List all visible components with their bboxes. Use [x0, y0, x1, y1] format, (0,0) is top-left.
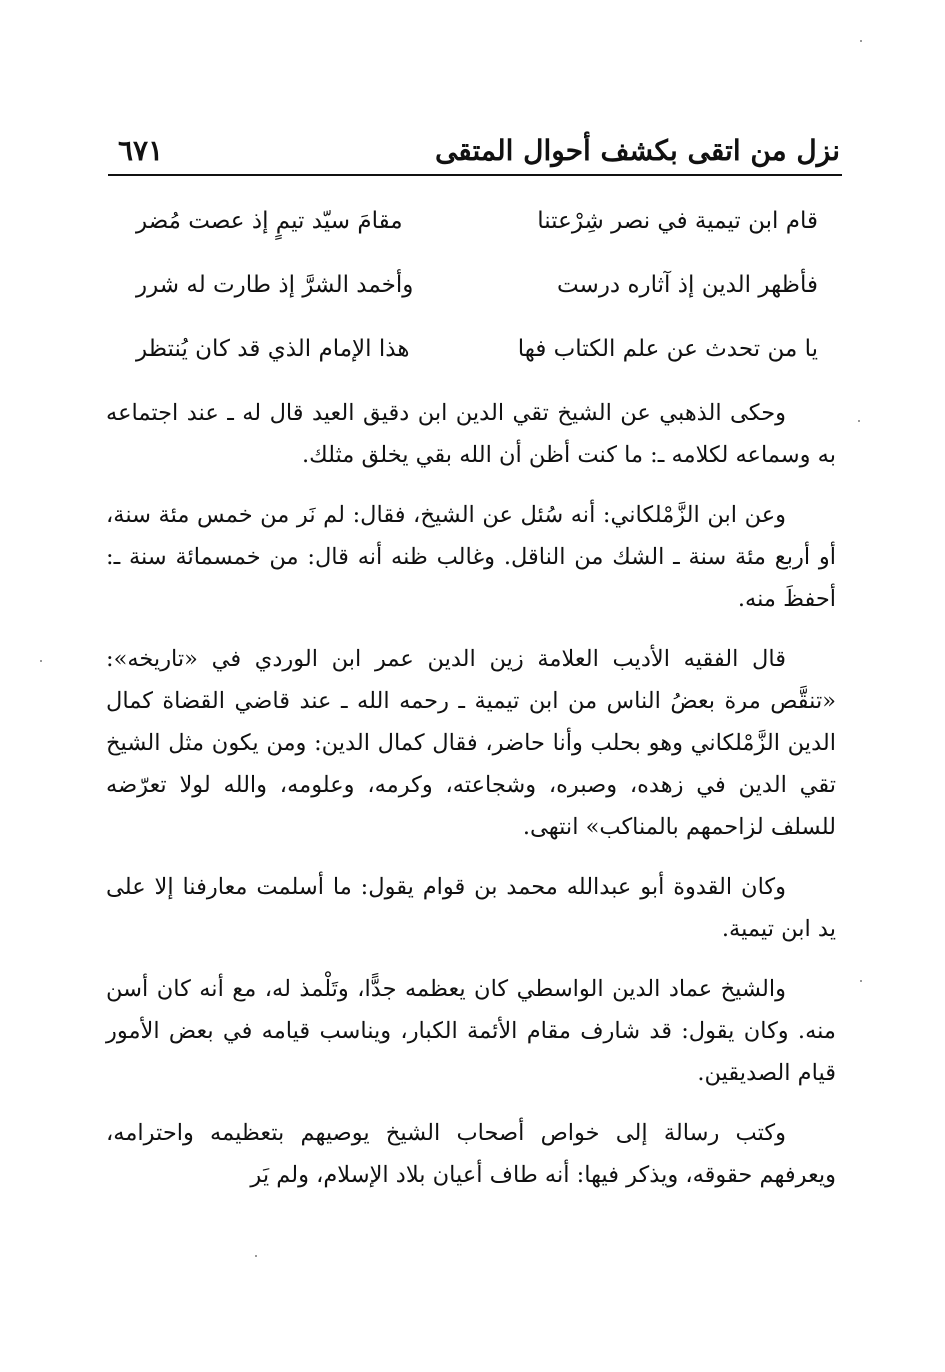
verse-first-hemistich: فأظهر الدين إذ آثاره درست [556, 272, 818, 298]
verse-line [108, 328, 838, 392]
paragraph: وكان القدوة أبو عبدالله محمد بن قوام يقول: ما أسلمت معارفنا إلا على يد ابن تيمية. [106, 874, 836, 942]
paragraph: قال الفقيه الأديب العلامة زين الدين عمر ابن الوردي في «تاريخه»: «تنقَّص مرة بعضُ الناس من ابن تيمية ـ رحمه الله ـ عند قاضي القضاة كمال الدين الزَّمْلكاني وهو بحلب وأنا حاضر، فقال كمال الدين: ومن يكون مثل الشيخ تقي الدين في زهده، وصبره، وشجاعته، وكرمه، وعلومه، والله لولا تعرّضه للسلف لزاحمهم بالمناكب» انتهى. [106, 646, 836, 840]
paragraph: وعن ابن الزَّمْلكاني: أنه سُئل عن الشيخ، فقال: لم نَر من خمس مئة سنة، أو أربع مئة سنة ـ الشك من الناقل. وغالب ظنه أنه قال: من خمسمائة سنة ـ: أحفظَ منه. [106, 502, 836, 612]
running-header [108, 130, 842, 176]
verse-first-hemistich: قام ابن تيمية في نصر شِرْعتنا [537, 208, 818, 234]
paragraph: وحكى الذهبي عن الشيخ تقي الدين ابن دقيق العيد قال له ـ عند اجتماعه به وسماعه لكلامه ـ: ما كنت أظن أن الله بقي يخلق مثلك. [106, 400, 836, 468]
poem-verses [108, 200, 838, 392]
scan-speck [40, 660, 42, 662]
body-text [106, 392, 836, 1214]
verse-first-hemistich: يا من تحدث عن علم الكتاب فها [517, 336, 818, 362]
header-title: نزل من اتقى بكشف أحوال المتقى [434, 134, 840, 167]
scan-speck [858, 420, 860, 422]
scan-speck [860, 40, 862, 42]
verse-line [108, 200, 838, 264]
verse-second-hemistich: وأخمد الشرَّ إذ طارت له شرر [136, 272, 414, 298]
paragraph: والشيخ عماد الدين الواسطي كان يعظمه جدًّا، وتَلْمذ له، مع أنه كان أسن منه. وكان يقول: قد شارف مقام الأئمة الكبار، ويناسب قيامه في بعض الأمور قيام الصديقين. [106, 976, 836, 1086]
scan-speck [860, 980, 862, 982]
verse-line [108, 264, 838, 328]
verse-second-hemistich: هذا الإمام الذي قد كان يُنتظر [136, 336, 410, 362]
scan-speck [255, 1255, 257, 1257]
verse-second-hemistich: مقامَ سيّد تيمٍ إذ عصت مُضر [136, 208, 403, 234]
paragraph: وكتب رسالة إلى خواص أصحاب الشيخ يوصيهم بتعظيمه واحترامه، ويعرفهم حقوقه، ويذكر فيها: أنه طاف أعيان بلاد الإسلام، ولم يَر [106, 1120, 836, 1188]
page-number: ٦٧١ [118, 134, 164, 167]
